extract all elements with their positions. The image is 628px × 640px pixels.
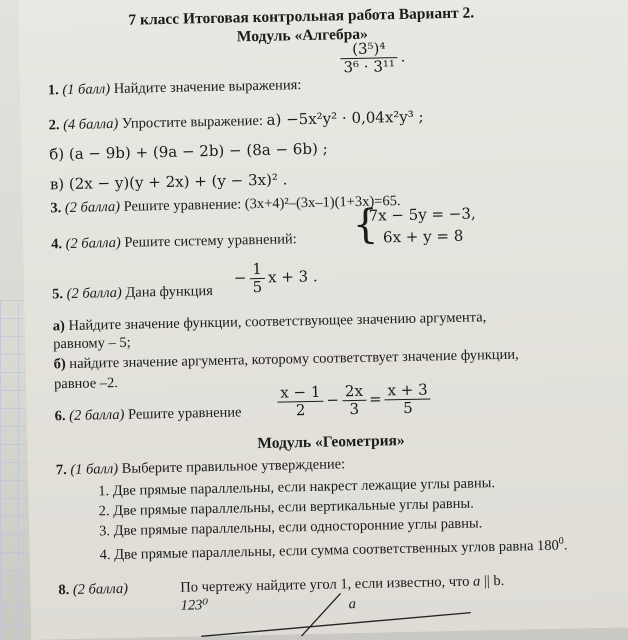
task-5: 5. (2 балла) Дана функция (52, 282, 214, 303)
drawing-line-a-label: a (348, 596, 357, 613)
system-brace: { (352, 201, 379, 249)
task-8-text: По чертежу найдите угол 1, если известно, что a || b. (180, 572, 505, 596)
task-5-a-cont: равному – 5; (53, 334, 131, 353)
task-7: 7. (1 балл) Выберите правильное утверждение: (55, 456, 346, 479)
task-8: 8. (2 балла) (58, 580, 129, 599)
task-1-expression: $\frac{\text{(3⁵)⁴}}{\text{3⁶ · 3¹¹}}$ . (337, 40, 406, 76)
transversal-line (301, 593, 342, 636)
task-4-eq1: 7x − 5y = −3, (368, 204, 476, 225)
task-6: 6. (2 балла) Решите уравнение (54, 404, 242, 425)
task-5-a: а) Найдите значение функции, соответствующее значению аргумента, (52, 309, 487, 335)
task-7-option-4: 4. Две прямые параллельны, если сумма соответственных углов равна $180^0$. (99, 535, 568, 564)
task-7-option-1: 1. Две прямые параллельны, если накрест лежащие углы равны. (98, 475, 496, 500)
task-1: 1. (1 балл) Найдите значение выражения: (47, 77, 302, 99)
task-4-eq2: 6x + y = 8 (382, 226, 464, 247)
task-5-b: б) найдите значение аргумента, которому соответствует значение функции, (53, 346, 519, 373)
task-2-b: б) (a − 9b) + (9a − 2b) − (8a − 6b) ; (49, 139, 328, 164)
drawing-angle-label: 123⁰ (180, 597, 209, 614)
task-5-b-cont: равное –2. (53, 374, 119, 393)
task-7-option-2: 2. Две прямые параллельны, если вертикальные углы равны. (98, 495, 474, 520)
task-2: 2. (4 балла) Упростите выражение: а) −5x²y² · 0,04x²y³ ; (48, 107, 424, 134)
task-8-drawing (170, 583, 471, 639)
task-4: 4. (2 балла) Решите систему уравнений: (50, 231, 297, 253)
task-3: 3. (2 балла) Решите уравнение: (3x+4)²–(3x–1)(1+3x)=65. (50, 193, 401, 217)
module-geometry-heading: Модуль «Геометрия» (257, 431, 405, 453)
task-7-option-3: 3. Две прямые параллельны, если односторонние углы равны. (98, 515, 483, 540)
test-sheet (18, 0, 628, 640)
task-2-c: в) (2x − y)(y + 2x) + (y − 3x)² . (49, 170, 288, 194)
line-a (201, 613, 471, 637)
task-6-equation: $\frac{x - 1}{2}$ − $\frac{2x}{3}$ = $\frac{x + 3}{5}$ (274, 381, 434, 419)
task-5-function: − $\frac{1}{5}$ x + 3 . (233, 259, 318, 297)
page-title: 7 класс Итоговая контрольная работа Вариант 2. (128, 4, 475, 29)
module-algebra-heading: Модуль «Алгебра» (236, 25, 368, 46)
